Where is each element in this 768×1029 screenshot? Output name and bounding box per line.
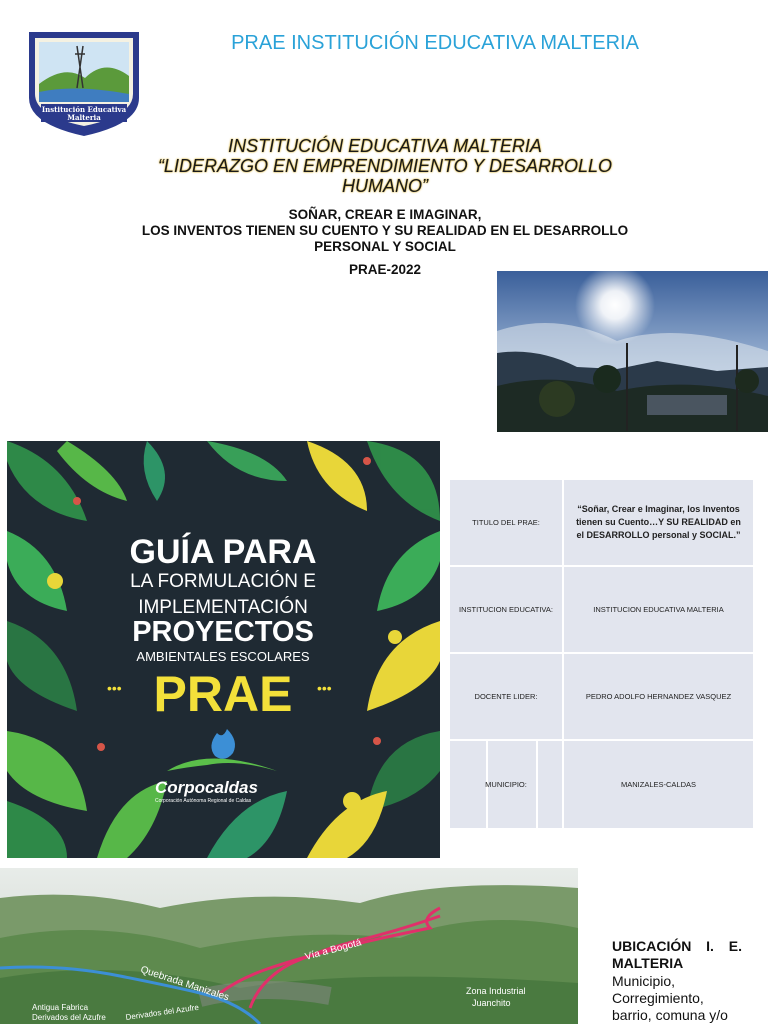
svg-text:•••: ••• (317, 680, 332, 696)
prae-guide-poster (7, 441, 440, 858)
row-value: INSTITUCION EDUCATIVA MALTERIA (593, 605, 724, 614)
map-label-zona1: Zona Industrial (466, 986, 526, 996)
institution-line2: “LIDERAZGO EN EMPRENDIMIENTO Y DESARROLLO (157, 156, 613, 176)
subtitle-line1: SOÑAR, CREAR E IMAGINAR, (288, 207, 482, 222)
project-subtitle (80, 207, 690, 255)
location-body: Municipio, Corregimiento, barrio, comuna y/o (612, 973, 728, 1023)
map-label-zona2: Juanchito (472, 998, 511, 1008)
crest-text-line1: Institución Educativa (41, 105, 127, 114)
sky-photo (497, 271, 768, 432)
table-row (450, 480, 753, 567)
map-label-derivados: Derivados del Azufre (125, 1002, 200, 1022)
subtitle-line3: PERSONAL Y SOCIAL (314, 239, 456, 254)
svg-text:•••: ••• (107, 680, 122, 696)
poster-line3: IMPLEMENTACIÓN (138, 597, 308, 618)
subtitle-line2: LOS INVENTOS TIENEN SU CUENTO Y SU REALIDAD EN EL DESARROLLO (141, 223, 629, 238)
poster-line2: LA FORMULACIÓN E (130, 571, 316, 592)
map-label-antigua1: Antigua Fabrica (32, 1003, 89, 1012)
map-label-antigua2: Derivados del Azufre (32, 1013, 106, 1022)
map-label-quebrada: Quebrada Manizales (139, 964, 231, 1004)
poster-big-title: PRAE (153, 666, 293, 722)
row-label: TITULO DEL PRAE: (450, 480, 564, 565)
row-value: MANIZALES-CALDAS (620, 780, 697, 789)
row-label: MUNICIPIO: (450, 741, 564, 828)
poster-line5: AMBIENTALES ESCOLARES (136, 649, 310, 664)
row-value: PEDRO ADOLFO HERNANDEZ VASQUEZ (585, 692, 732, 701)
poster-brand-sub: Corporación Autónoma Regional de Caldas (155, 798, 252, 804)
poster-line1: GUÍA PARA (129, 533, 317, 571)
institution-heading (110, 136, 660, 196)
table-row (450, 741, 753, 828)
prae-info-table (450, 480, 753, 828)
aerial-location-map (0, 868, 578, 1024)
map-label-via: Vía a Bogotá (303, 937, 363, 963)
row-label: INSTITUCION EDUCATIVA: (450, 567, 564, 652)
page-title: PRAE INSTITUCIÓN EDUCATIVA MALTERIA (231, 32, 639, 54)
table-row (450, 654, 753, 741)
prae-year: PRAE-2022 (348, 262, 422, 277)
institution-line1: INSTITUCIÓN EDUCATIVA MALTERIA (228, 136, 542, 156)
school-crest-logo (25, 28, 143, 138)
poster-line4: PROYECTOS (132, 616, 314, 648)
table-row (450, 567, 753, 654)
poster-brand: Corpocaldas (155, 778, 258, 797)
row-value: “Soñar, Crear e Imaginar, los Inventos tienen su Cuento…Y SU REALIDAD en el DESARROLLO personal y SOCIAL.” (576, 504, 741, 540)
institution-line3: HUMANO” (342, 176, 428, 196)
row-label: DOCENTE LIDER: (450, 654, 564, 739)
crest-text-line2: Malteria (67, 113, 101, 122)
location-title: UBICACIÓN I. E. MALTERIA (612, 938, 742, 971)
